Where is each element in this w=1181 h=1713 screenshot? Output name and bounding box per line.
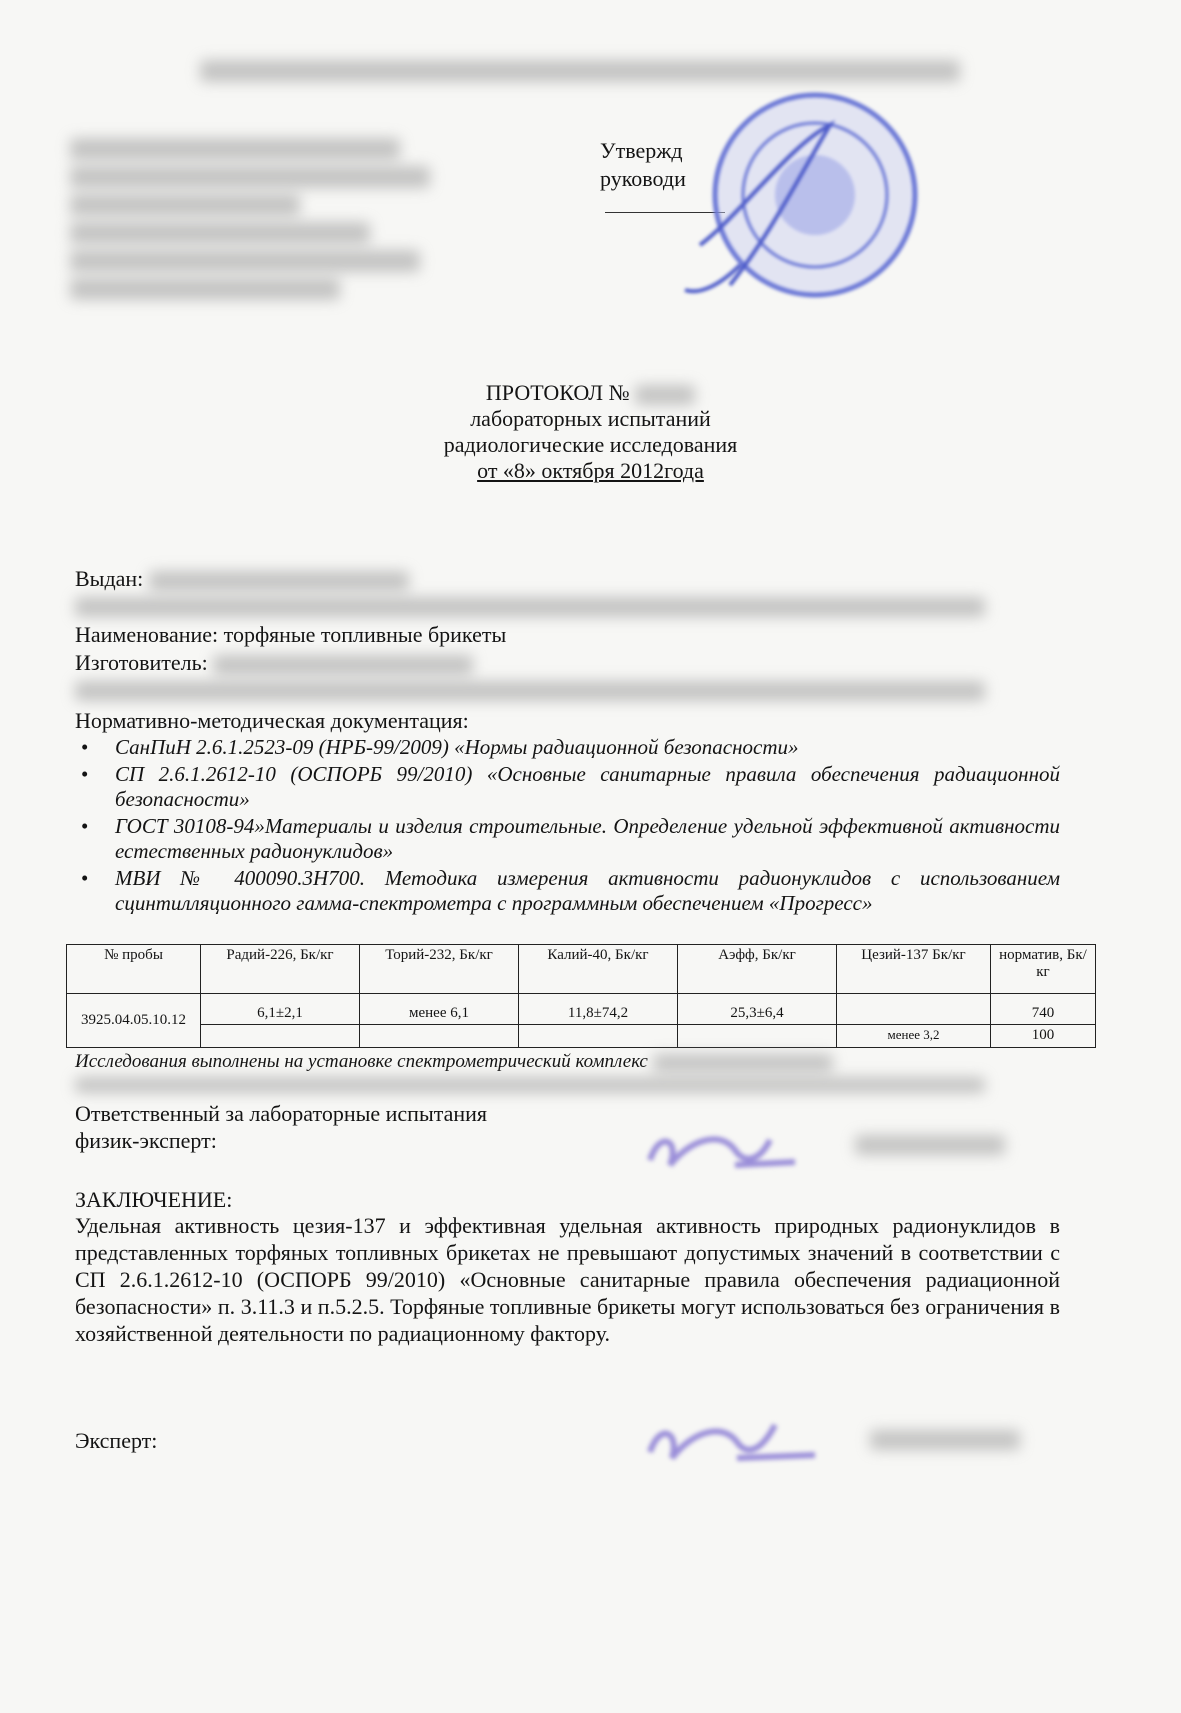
cell-thorium xyxy=(360,1025,519,1048)
header-thorium: Торий-232, Бк/кг xyxy=(360,945,519,994)
cell-potassium xyxy=(519,1025,678,1048)
header-norm: норматив, Бк/кг xyxy=(991,945,1096,994)
redacted-issued-address xyxy=(75,597,985,617)
redacted-expert-name xyxy=(870,1430,1020,1450)
manufacturer-label: Изготовитель: xyxy=(75,650,208,675)
issued-line xyxy=(75,566,409,592)
issued-label: Выдан: xyxy=(75,566,144,591)
cell-potassium: 11,8±74,2 xyxy=(519,994,678,1025)
normative-doc-item: • СП 2.6.1.2612-10 (ОСПОРБ 99/2010) «Основные санитарные правила обеспечения радиационной безопасности» xyxy=(75,762,1060,812)
cell-radium xyxy=(201,1025,360,1048)
normative-doc-item: • ГОСТ 30108-94»Материалы и изделия строительные. Определение удельной эффективной активности естественных радионуклидов» xyxy=(75,814,1060,864)
header-potassium: Калий-40, Бк/кг xyxy=(519,945,678,994)
cell-norm: 100 xyxy=(991,1025,1096,1048)
header-cesium: Цезий-137 Бк/кг xyxy=(837,945,991,994)
conclusion-heading: ЗАКЛЮЧЕНИЕ: xyxy=(75,1187,233,1212)
header-sample-number: № пробы xyxy=(67,945,201,994)
official-stamp-icon xyxy=(680,85,930,315)
protocol-subtitle-1: лабораторных испытаний xyxy=(470,406,711,431)
responsible-line-2: физик-эксперт: xyxy=(75,1128,217,1153)
conclusion-text: Удельная активность цезия-137 и эффективная удельная активность природных радионуклидов в представленных торфяных топливных брикетах не превышают допустимых значений в соответствии с СП 2.6.1.2612-10 (ОСПОРБ 99/2010) «Основные санитарные правила обеспечения радиационной безопасности» п. 3.11.3 и п.5.2.5. Торфяные топливные брикеты могут использоваться без ограничения в хозяйственной деятельности по радиационному фактору. xyxy=(75,1213,1060,1346)
cell-thorium: менее 6,1 xyxy=(360,994,519,1025)
redacted-responsible-name xyxy=(855,1135,1005,1155)
cell-radium: 6,1±2,1 xyxy=(201,994,360,1025)
research-note-text: Исследования выполнены на установке спектрометрический комплекс xyxy=(75,1051,648,1072)
approval-line-1: Утвержд xyxy=(600,138,683,163)
cell-aeff xyxy=(678,1025,837,1048)
results-table xyxy=(66,944,1096,1048)
expert-label: Эксперт: xyxy=(75,1428,158,1453)
research-note xyxy=(75,1050,1060,1074)
protocol-subtitle-2: радиологические исследования xyxy=(443,432,738,457)
normative-docs-list xyxy=(75,735,1060,918)
manufacturer-line xyxy=(75,650,473,676)
normative-doc-item: • СанПиН 2.6.1.2523-09 (НРБ-99/2009) «Нормы радиационной безопасности» xyxy=(75,735,1060,760)
cell-cesium xyxy=(837,994,991,1025)
responsible-line-1: Ответственный за лабораторные испытания xyxy=(75,1101,488,1126)
header-aeff: Аэфф, Бк/кг xyxy=(678,945,837,994)
redacted-org-header xyxy=(200,60,960,82)
protocol-date: от «8» октября 2012года xyxy=(477,458,704,483)
responsible-signature-icon xyxy=(640,1120,800,1180)
approval-block xyxy=(600,137,686,193)
cell-cesium: менее 3,2 xyxy=(837,1025,991,1048)
table-row xyxy=(67,1025,1096,1048)
redacted-manufacturer-address xyxy=(75,681,985,701)
cell-aeff: 25,3±6,4 xyxy=(678,994,837,1025)
expert-signature-icon xyxy=(640,1410,820,1470)
normative-docs-label: Нормативно-методическая документация: xyxy=(75,708,469,733)
redacted-note-line xyxy=(75,1077,985,1093)
protocol-title xyxy=(0,380,1181,484)
table-row xyxy=(67,994,1096,1025)
product-name: Наименование: торфяные топливные брикеты xyxy=(75,622,507,647)
cell-sample-number: 3925.04.05.10.12 xyxy=(67,994,201,1048)
cell-norm: 740 xyxy=(991,994,1096,1025)
approval-line-2: руководи xyxy=(600,166,686,191)
normative-doc-item: • МВИ № 400090.3Н700. Методика измерения активности радионуклидов с использованием сцинтилляционного гамма-спектрометра с программным обеспечением «Прогресс» xyxy=(75,866,1060,916)
table-header-row xyxy=(67,945,1096,994)
protocol-number-label: ПРОТОКОЛ № xyxy=(485,380,630,405)
redacted-lab-address xyxy=(70,138,450,306)
header-radium: Радий-226, Бк/кг xyxy=(201,945,360,994)
